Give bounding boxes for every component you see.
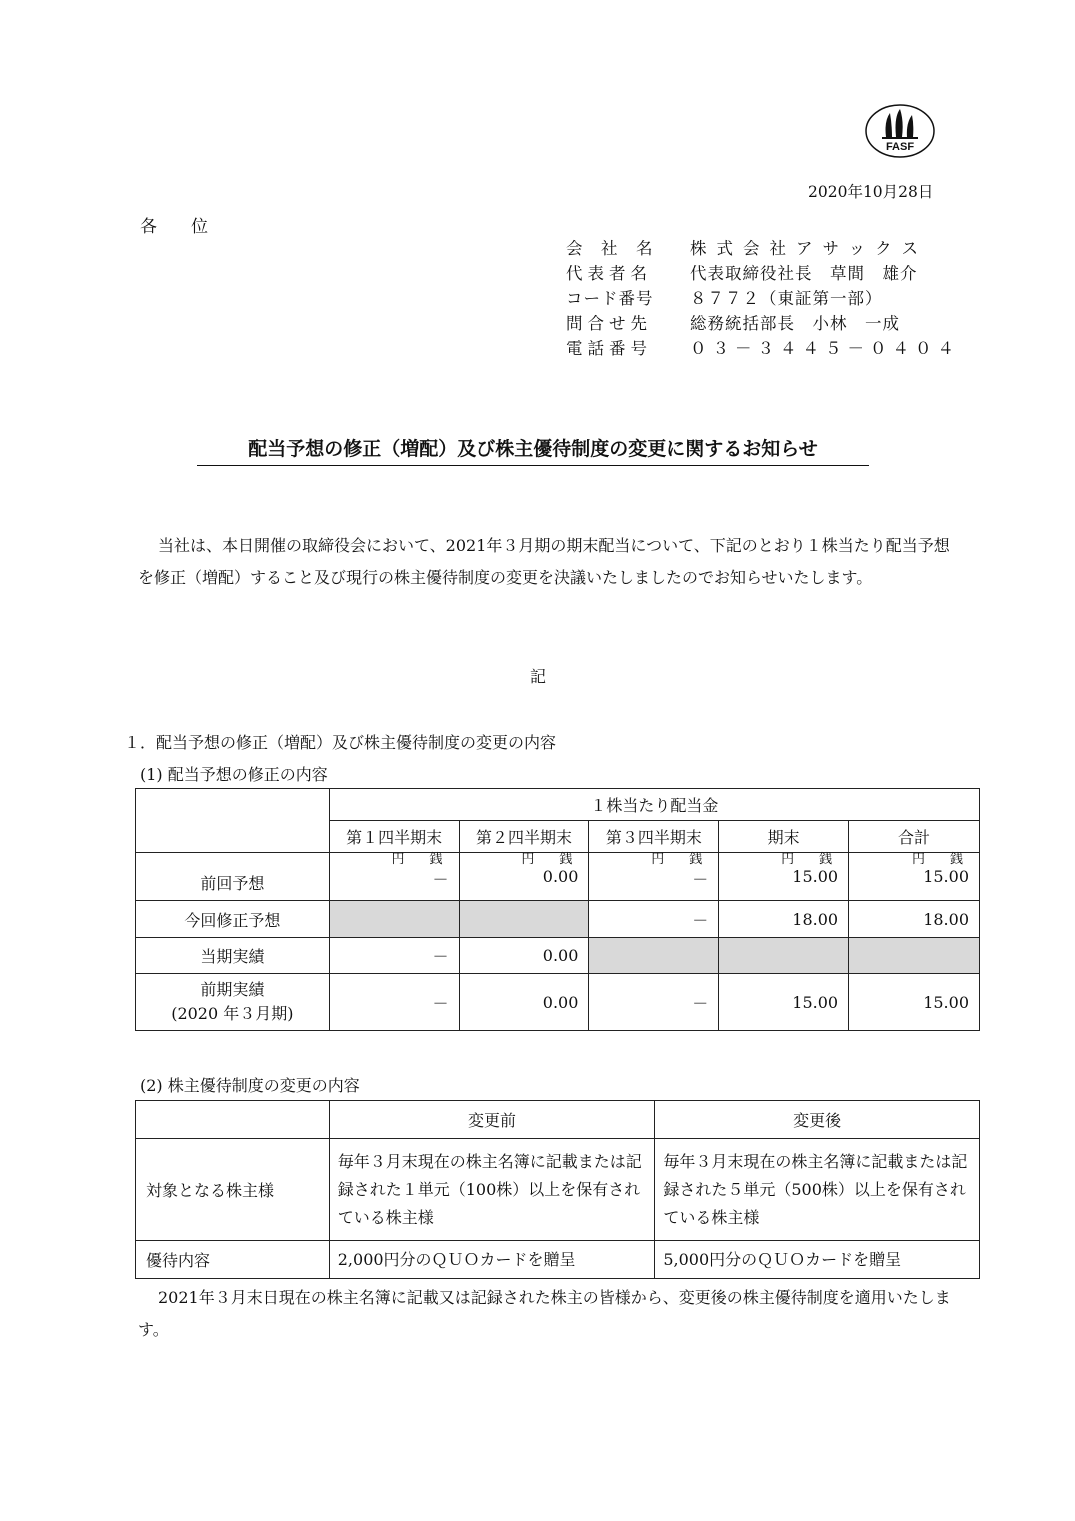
table-row: [136, 974, 980, 1031]
table-cell: 毎年３月末現在の株主名簿に記載または記録された１単元（100株）以上を保有されている株主様: [337, 1151, 642, 1227]
table-cell: 5,000円分のＱＵＯカードを贈呈: [663, 1249, 902, 1269]
table-cell: 0.00: [459, 938, 589, 974]
table-cell: 2,000円分のＱＵＯカードを贈呈: [337, 1249, 576, 1269]
table-row: [136, 938, 980, 974]
company-label: 問合せ先: [566, 314, 652, 333]
column-header: 期末: [719, 821, 849, 853]
subsection-2-heading: (2) 株主優待制度の変更の内容: [140, 1076, 360, 1095]
table-cell: －: [329, 974, 459, 1031]
company-row: [566, 286, 960, 311]
shaded-cell: [589, 938, 719, 974]
logo-text: FASF: [885, 141, 915, 153]
column-header: 変更前: [329, 1101, 655, 1139]
shareholder-benefit-table: [135, 1100, 980, 1279]
table-row: [136, 853, 980, 901]
company-label: コード番号: [566, 289, 654, 308]
unit-label: 円 銭: [911, 852, 969, 867]
unit-label: 円 銭: [651, 852, 709, 867]
closing-paragraph: 2021年３月末日現在の株主名簿に記載又は記録された株主の皆様から、変更後の株主優待制度を適用いたします。: [138, 1288, 951, 1339]
table-cell: －: [692, 870, 709, 889]
fasf-logo: [864, 103, 936, 159]
company-value: ０３－３４４５－０４０４: [690, 339, 960, 358]
group-header: １株当たり配当金: [329, 789, 979, 821]
table-cell: 15.00: [792, 867, 839, 886]
shaded-cell: [329, 901, 459, 938]
subsection-1-heading: (1) 配当予想の修正の内容: [140, 765, 328, 784]
company-value: 株式会社アサックス: [690, 239, 929, 258]
row-label: 優待内容: [136, 1241, 330, 1279]
table-cell: －: [589, 974, 719, 1031]
table-cell: 0.00: [542, 867, 579, 886]
column-header: 変更後: [655, 1101, 980, 1139]
table-cell: 18.00: [849, 901, 980, 938]
table-cell: －: [329, 938, 459, 974]
company-row: [566, 311, 960, 336]
table-corner: [136, 1101, 330, 1139]
company-label: 代表者名: [566, 264, 652, 283]
row-label: 当期実績: [136, 938, 330, 974]
table-cell: 15.00: [719, 974, 849, 1031]
table-cell: －: [432, 870, 449, 889]
row-sublabel: (2020 年３月期): [171, 1004, 294, 1023]
column-header: 第２四半期末: [459, 821, 589, 853]
ki-heading: 記: [530, 667, 547, 686]
company-label: 会 社 名: [566, 239, 654, 258]
company-value: ８７７２（東証第一部）: [690, 289, 883, 308]
dividend-forecast-table: [135, 788, 980, 1031]
table-row: [136, 1139, 980, 1241]
row-label: 前期実績: [200, 980, 265, 999]
column-header: 第１四半期末: [329, 821, 459, 853]
intro-paragraph: 当社は、本日開催の取締役会において、2021年３月期の期末配当について、下記のとおり１株当たり配当予想を修正（増配）すること及び現行の株主優待制度の変更を決議いたしましたのでお知らせいたします。: [138, 536, 950, 587]
table-cell: 15.00: [923, 867, 969, 886]
table-row: [136, 901, 980, 938]
shaded-cell: [849, 938, 980, 974]
row-label: 対象となる株主様: [136, 1139, 330, 1241]
table-cell: 毎年３月末現在の株主名簿に記載または記録された５単元（500株）以上を保有されている株主様: [663, 1151, 968, 1227]
unit-label: 円 銭: [781, 852, 839, 867]
unit-label: 円 銭: [521, 852, 579, 867]
table-cell: 18.00: [719, 901, 849, 938]
company-value: 総務統括部長 小林 一成: [690, 314, 900, 333]
column-header: 合計: [849, 821, 980, 853]
document-date: 2020年10月28日: [808, 183, 934, 201]
section-1-heading: １．配当予想の修正（増配）及び株主優待制度の変更の内容: [124, 733, 557, 752]
shaded-cell: [719, 938, 849, 974]
company-row: [566, 336, 960, 361]
table-cell: 0.00: [459, 974, 589, 1031]
company-row: [566, 236, 960, 261]
table-row: [136, 1241, 980, 1279]
unit-label: 円 銭: [391, 852, 449, 867]
company-label: 電話番号: [566, 339, 652, 358]
shaded-cell: [459, 901, 589, 938]
document-title: 配当予想の修正（増配）及び株主優待制度の変更に関するお知らせ: [197, 436, 869, 466]
row-label: 今回修正予想: [136, 901, 330, 938]
company-value: 代表取締役社長 草間 雄介: [690, 264, 918, 283]
table-cell: －: [589, 901, 719, 938]
column-header: 第３四半期末: [589, 821, 719, 853]
company-info-block: [566, 236, 960, 361]
row-label: 前回予想: [136, 853, 330, 901]
table-cell: 15.00: [849, 974, 980, 1031]
addressee: 各 位: [140, 217, 208, 237]
company-row: [566, 261, 960, 286]
table-corner: [136, 789, 330, 853]
